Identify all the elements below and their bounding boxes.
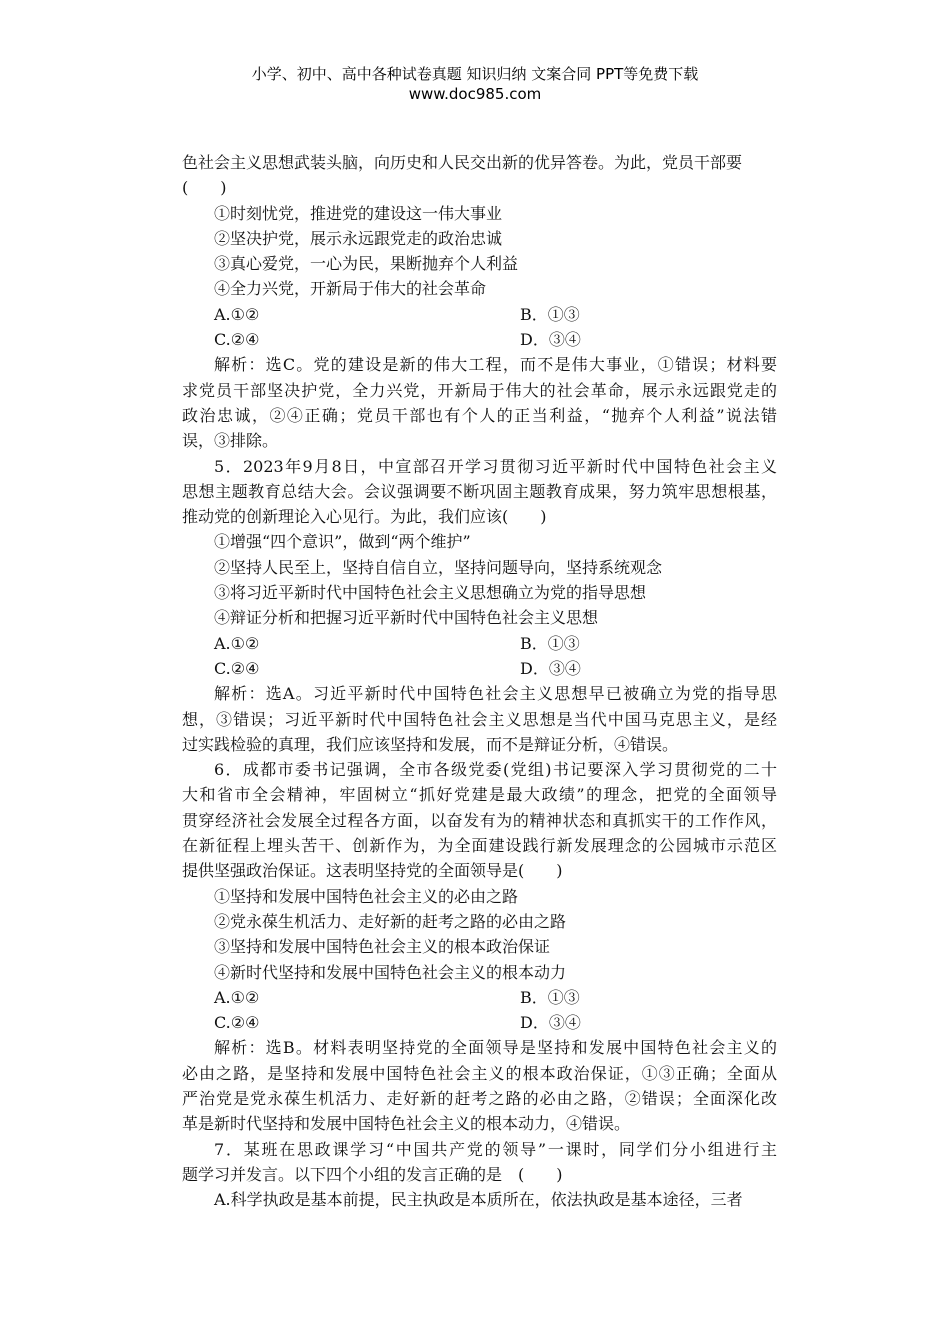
question-stem-line: 7．某班在思政课学习“中国共产党的领导”一课时，同学们分小组进行主 (214, 1139, 777, 1159)
option-a-text: A.科学执政是基本前提，民主执政是本质所在，依法执政是基本途径，三者 (214, 1190, 743, 1210)
option-row (182, 327, 777, 352)
option-a: A.①② (214, 987, 260, 1007)
option-d: D．③④ (520, 658, 581, 678)
analysis-line: 严治党是党永葆生机活力、走好新的赶考之路的必由之路，②错误；全面深化改 (182, 1088, 777, 1108)
option-b: B．①③ (520, 304, 580, 324)
option-row (182, 1010, 777, 1035)
question-stem-line: 6．成都市委书记强调，全市各级党委(党组)书记要深入学习贯彻党的二十 (214, 760, 777, 780)
option-c: C.②④ (214, 1013, 260, 1033)
question-stem-line: 在新征程上埋头苦干、创新作为，为全面建设践行新发展理念的公园城市示范区 (182, 836, 777, 856)
header-url: www.doc985.com (408, 85, 542, 103)
option-b: B．①③ (520, 633, 580, 653)
question-4 (182, 150, 777, 454)
statement-item: ①坚持和发展中国特色社会主义的必由之路 (214, 886, 519, 906)
statement-item: ③真心爱党，一心为民，果断抛弃个人利益 (214, 254, 519, 274)
analysis-line: 革是新时代坚持和发展中国特色社会主义的根本动力，④错误。 (182, 1114, 631, 1134)
statement-item: ①时刻忧党，推进党的建设这一伟大事业 (214, 203, 503, 223)
option-d: D．③④ (520, 330, 581, 350)
question-stem-line: 色社会主义思想武装头脑，向历史和人民交出新的优异答卷。为此，党员干部要 (182, 153, 743, 172)
statement-item: ④全力兴党，开新局于伟大的社会革命 (214, 279, 487, 299)
analysis-line: 误，③排除。 (182, 431, 279, 451)
statement-item: ②坚持人民至上，坚持自信自立，坚持问题导向，坚持系统观念 (214, 557, 663, 577)
option-row (182, 656, 777, 681)
question-6 (182, 757, 777, 1136)
option-row (182, 302, 777, 327)
question-stem-line: 思想主题教育总结大会。会议强调要不断巩固主题教育成果，努力筑牢思想根基， (182, 481, 777, 501)
option-b: B．①③ (520, 987, 580, 1007)
option-row (182, 985, 777, 1010)
analysis-line: 政治忠诚，②④正确；党员干部也有个人的正当利益，“抛弃个人利益”说法错 (182, 405, 777, 425)
question-stem-line: 推动党的创新理论入心见行。为此，我们应该( ) (182, 507, 547, 527)
page-header (0, 64, 950, 104)
statement-item: ④辩证分析和把握习近平新时代中国特色社会主义思想 (214, 608, 599, 628)
analysis-line: 解析：选C。党的建设是新的伟大工程，而不是伟大事业，①错误；材料要 (214, 355, 777, 375)
option-c: C.②④ (214, 658, 260, 678)
statement-item: ②坚决护党，展示永远跟党走的政治忠诚 (214, 228, 503, 248)
statement-item: ④新时代坚持和发展中国特色社会主义的根本动力 (214, 962, 567, 982)
analysis-line: 必由之路，是坚持和发展中国特色社会主义的根本政治保证，①③正确；全面从 (182, 1063, 777, 1083)
question-7 (182, 1137, 777, 1213)
option-c: C.②④ (214, 330, 260, 350)
statement-item: ②党永葆生机活力、走好新的赶考之路的必由之路 (214, 911, 567, 931)
statement-item: ①增强“四个意识”，做到“两个维护” (214, 532, 471, 552)
analysis-line: 解析：选A。习近平新时代中国特色社会主义思想早已被确立为党的指导思 (214, 684, 777, 704)
question-5 (182, 454, 777, 758)
analysis-line: 求党员干部坚决护党，全力兴党，开新局于伟大的社会革命，展示永远跟党走的 (182, 380, 777, 400)
answer-bracket: ( ) (182, 178, 227, 198)
option-row (182, 631, 777, 656)
analysis-line: 想，③错误；习近平新时代中国特色社会主义思想是当代中国马克思主义，是经 (182, 709, 777, 729)
statement-item: ③将习近平新时代中国特色社会主义思想确立为党的指导思想 (214, 583, 647, 603)
document-body (182, 150, 777, 1212)
question-stem-line: 5．2023年9月8日，中宣部召开学习贯彻习近平新时代中国特色社会主义 (214, 456, 777, 476)
option-a: A.①② (214, 304, 260, 324)
question-stem-line: 提供坚强政治保证。这表明坚持党的全面领导是( ) (182, 861, 563, 881)
option-a: A.①② (214, 633, 260, 653)
analysis-line: 过实践检验的真理，我们应该坚持和发展，而不是辩证分析，④错误。 (182, 734, 679, 754)
header-slogan: 小学、初中、高中各种试卷真题 知识归纳 文案合同 PPT等免费下载 (251, 65, 699, 83)
statement-item: ③坚持和发展中国特色社会主义的根本政治保证 (214, 937, 551, 957)
option-d: D．③④ (520, 1013, 581, 1033)
question-stem-line: 贯穿经济社会发展全过程各方面，以奋发有为的精神状态和真抓实干的工作作风， (182, 810, 777, 830)
question-stem-line: 题学习并发言。以下四个小组的发言正确的是 ( ) (182, 1164, 563, 1184)
question-stem-line: 大和省市全会精神，牢固树立“抓好党建是最大政绩”的理念，把党的全面领导 (182, 785, 777, 805)
analysis-line: 解析：选B。材料表明坚持党的全面领导是坚持和发展中国特色社会主义的 (214, 1038, 777, 1058)
